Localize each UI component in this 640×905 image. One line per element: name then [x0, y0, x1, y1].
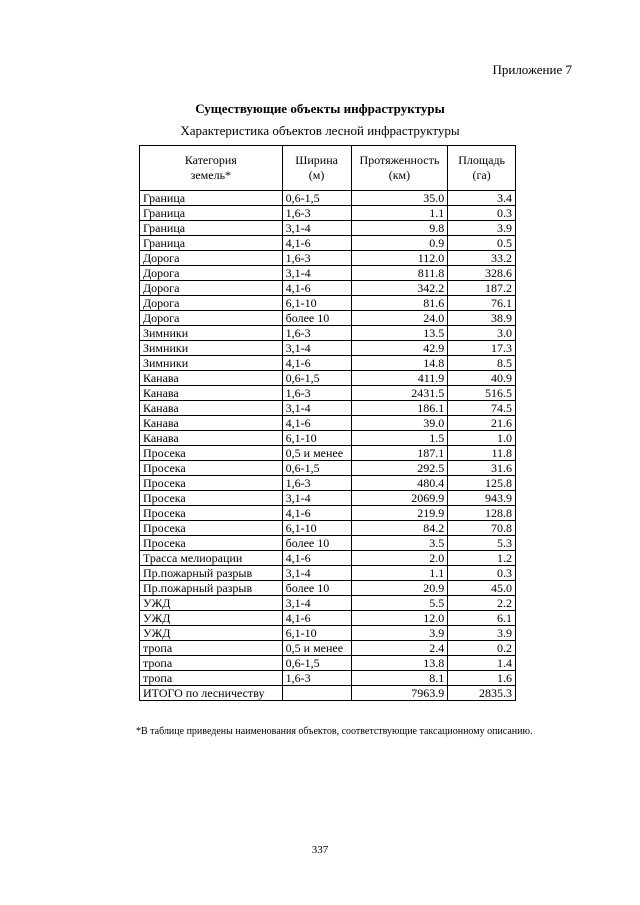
cell-area: 40.9	[448, 371, 516, 386]
cell-area: 6.1	[448, 611, 516, 626]
header-area: Площадь (га)	[448, 146, 516, 191]
cell-width: 0,5 и менее	[282, 641, 351, 656]
cell-length: 84.2	[351, 521, 448, 536]
cell-area: 5.3	[448, 536, 516, 551]
cell-length: 292.5	[351, 461, 448, 476]
table-row	[140, 536, 516, 551]
infrastructure-table	[139, 145, 516, 701]
cell-area: 21.6	[448, 416, 516, 431]
cell-area: 328.6	[448, 266, 516, 281]
table-total-row	[140, 686, 516, 701]
cell-area: 0.3	[448, 206, 516, 221]
cell-category: Дорога	[140, 251, 283, 266]
table-row	[140, 446, 516, 461]
table-row	[140, 236, 516, 251]
cell-area: 74.5	[448, 401, 516, 416]
total-width	[282, 686, 351, 701]
cell-width: 6,1-10	[282, 626, 351, 641]
cell-length: 1.1	[351, 566, 448, 581]
cell-width: 4,1-6	[282, 356, 351, 371]
cell-width: 6,1-10	[282, 521, 351, 536]
cell-area: 516.5	[448, 386, 516, 401]
table-row	[140, 551, 516, 566]
cell-category: Зимники	[140, 326, 283, 341]
cell-area: 1.2	[448, 551, 516, 566]
cell-area: 0.3	[448, 566, 516, 581]
cell-width: 4,1-6	[282, 611, 351, 626]
table-row	[140, 416, 516, 431]
cell-length: 13.8	[351, 656, 448, 671]
table-header-row	[140, 146, 516, 191]
table-row	[140, 311, 516, 326]
cell-area: 3.9	[448, 626, 516, 641]
cell-category: Просека	[140, 521, 283, 536]
cell-width: 1,6-3	[282, 476, 351, 491]
cell-length: 411.9	[351, 371, 448, 386]
cell-area: 3.4	[448, 191, 516, 206]
cell-area: 0.2	[448, 641, 516, 656]
cell-area: 0.5	[448, 236, 516, 251]
page-number: 337	[311, 844, 329, 856]
cell-length: 5.5	[351, 596, 448, 611]
cell-area: 3.0	[448, 326, 516, 341]
total-length: 7963.9	[351, 686, 448, 701]
cell-length: 219.9	[351, 506, 448, 521]
cell-category: УЖД	[140, 596, 283, 611]
cell-width: 3,1-4	[282, 266, 351, 281]
cell-length: 24.0	[351, 311, 448, 326]
cell-width: 3,1-4	[282, 341, 351, 356]
cell-category: Канава	[140, 371, 283, 386]
cell-width: 4,1-6	[282, 281, 351, 296]
cell-category: Канава	[140, 386, 283, 401]
cell-area: 1.6	[448, 671, 516, 686]
table-row	[140, 371, 516, 386]
cell-category: тропа	[140, 641, 283, 656]
cell-length: 12.0	[351, 611, 448, 626]
cell-category: тропа	[140, 671, 283, 686]
cell-width: более 10	[282, 581, 351, 596]
cell-length: 35.0	[351, 191, 448, 206]
cell-length: 811.8	[351, 266, 448, 281]
cell-length: 39.0	[351, 416, 448, 431]
cell-length: 1.5	[351, 431, 448, 446]
table-row	[140, 626, 516, 641]
cell-category: УЖД	[140, 626, 283, 641]
cell-length: 42.9	[351, 341, 448, 356]
cell-width: 1,6-3	[282, 326, 351, 341]
cell-category: УЖД	[140, 611, 283, 626]
table-row	[140, 461, 516, 476]
cell-width: более 10	[282, 536, 351, 551]
cell-category: Зимники	[140, 356, 283, 371]
header-width: Ширина (м)	[282, 146, 351, 191]
table-row	[140, 476, 516, 491]
table-row	[140, 266, 516, 281]
cell-width: 3,1-4	[282, 566, 351, 581]
cell-category: Граница	[140, 191, 283, 206]
cell-area: 31.6	[448, 461, 516, 476]
cell-category: Просека	[140, 446, 283, 461]
cell-length: 480.4	[351, 476, 448, 491]
total-area: 2835.3	[448, 686, 516, 701]
table-row	[140, 281, 516, 296]
footnote: *В таблице приведены наименования объектов, соответствующие таксационному описанию.	[136, 726, 533, 737]
table-row	[140, 656, 516, 671]
cell-length: 9.8	[351, 221, 448, 236]
cell-area: 76.1	[448, 296, 516, 311]
cell-category: Граница	[140, 221, 283, 236]
cell-width: 1,6-3	[282, 386, 351, 401]
cell-length: 20.9	[351, 581, 448, 596]
table-row	[140, 491, 516, 506]
table-row	[140, 326, 516, 341]
cell-length: 2069.9	[351, 491, 448, 506]
cell-width: 0,6-1,5	[282, 191, 351, 206]
cell-category: Зимники	[140, 341, 283, 356]
cell-area: 1.4	[448, 656, 516, 671]
cell-width: 4,1-6	[282, 236, 351, 251]
cell-width: 0,6-1,5	[282, 656, 351, 671]
cell-area: 8.5	[448, 356, 516, 371]
cell-category: Дорога	[140, 311, 283, 326]
cell-width: 1,6-3	[282, 671, 351, 686]
cell-category: Просека	[140, 461, 283, 476]
cell-category: Граница	[140, 206, 283, 221]
cell-area: 38.9	[448, 311, 516, 326]
total-label: ИТОГО по лесничеству	[140, 686, 283, 701]
cell-category: Канава	[140, 416, 283, 431]
table-row	[140, 356, 516, 371]
cell-category: Граница	[140, 236, 283, 251]
cell-length: 342.2	[351, 281, 448, 296]
cell-length: 81.6	[351, 296, 448, 311]
cell-category: Просека	[140, 536, 283, 551]
cell-width: 4,1-6	[282, 506, 351, 521]
table-row	[140, 341, 516, 356]
cell-area: 125.8	[448, 476, 516, 491]
cell-area: 17.3	[448, 341, 516, 356]
cell-length: 112.0	[351, 251, 448, 266]
table-row	[140, 221, 516, 236]
cell-category: Просека	[140, 476, 283, 491]
cell-width: 0,6-1,5	[282, 371, 351, 386]
cell-category: Канава	[140, 431, 283, 446]
cell-width: более 10	[282, 311, 351, 326]
page-title: Существующие объекты инфраструктуры	[195, 101, 445, 116]
header-category: Категория земель*	[140, 146, 283, 191]
cell-area: 11.8	[448, 446, 516, 461]
cell-length: 14.8	[351, 356, 448, 371]
cell-category: Дорога	[140, 281, 283, 296]
cell-length: 13.5	[351, 326, 448, 341]
cell-area: 70.8	[448, 521, 516, 536]
cell-length: 3.9	[351, 626, 448, 641]
cell-category: Трасса мелиорации	[140, 551, 283, 566]
cell-length: 186.1	[351, 401, 448, 416]
table-row	[140, 566, 516, 581]
table-row	[140, 671, 516, 686]
cell-length: 187.1	[351, 446, 448, 461]
table-row	[140, 611, 516, 626]
table-row	[140, 431, 516, 446]
cell-width: 6,1-10	[282, 431, 351, 446]
cell-width: 3,1-4	[282, 401, 351, 416]
cell-length: 1.1	[351, 206, 448, 221]
table-row	[140, 251, 516, 266]
cell-area: 3.9	[448, 221, 516, 236]
table-row	[140, 521, 516, 536]
cell-width: 1,6-3	[282, 206, 351, 221]
cell-category: Канава	[140, 401, 283, 416]
cell-width: 0,6-1,5	[282, 461, 351, 476]
cell-width: 6,1-10	[282, 296, 351, 311]
cell-area: 33.2	[448, 251, 516, 266]
cell-area: 128.8	[448, 506, 516, 521]
cell-area: 943.9	[448, 491, 516, 506]
appendix-label: Приложение 7	[492, 62, 572, 77]
cell-width: 1,6-3	[282, 251, 351, 266]
table-row	[140, 401, 516, 416]
cell-category: Дорога	[140, 266, 283, 281]
table-row	[140, 641, 516, 656]
cell-category: Дорога	[140, 296, 283, 311]
cell-category: Просека	[140, 506, 283, 521]
cell-length: 2.0	[351, 551, 448, 566]
cell-length: 0.9	[351, 236, 448, 251]
cell-length: 2431.5	[351, 386, 448, 401]
cell-length: 8.1	[351, 671, 448, 686]
cell-width: 3,1-4	[282, 596, 351, 611]
cell-length: 3.5	[351, 536, 448, 551]
cell-width: 0,5 и менее	[282, 446, 351, 461]
cell-category: Просека	[140, 491, 283, 506]
cell-width: 4,1-6	[282, 551, 351, 566]
table-row	[140, 581, 516, 596]
cell-width: 4,1-6	[282, 416, 351, 431]
table-row	[140, 596, 516, 611]
table-row	[140, 191, 516, 206]
cell-area: 1.0	[448, 431, 516, 446]
table-row	[140, 296, 516, 311]
header-length: Протяженность (км)	[351, 146, 448, 191]
table-row	[140, 506, 516, 521]
table-row	[140, 206, 516, 221]
cell-category: Пр.пожарный разрыв	[140, 566, 283, 581]
table-row	[140, 386, 516, 401]
cell-area: 45.0	[448, 581, 516, 596]
cell-category: тропа	[140, 656, 283, 671]
cell-area: 187.2	[448, 281, 516, 296]
cell-width: 3,1-4	[282, 221, 351, 236]
cell-area: 2.2	[448, 596, 516, 611]
cell-width: 3,1-4	[282, 491, 351, 506]
cell-category: Пр.пожарный разрыв	[140, 581, 283, 596]
cell-length: 2.4	[351, 641, 448, 656]
table-caption: Характеристика объектов лесной инфраструктуры	[180, 123, 460, 138]
